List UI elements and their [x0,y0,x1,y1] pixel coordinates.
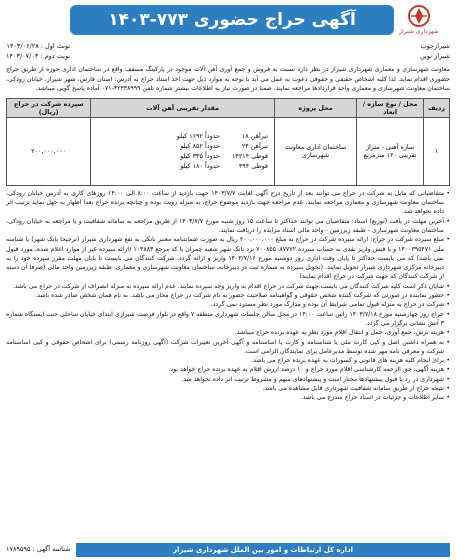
quantity-value: حدوداً ۱۸۰ کیلو [180,162,220,171]
quantity-name: قوطی ۴۹۴ [238,162,268,171]
notice-title: آگهی حراج حضوری ۷۷۳-۱۴۰۳ [70,5,394,35]
row-number: ۱ [424,117,450,185]
quantity-value: حدوداً ۸۵۲ کیلو [180,142,220,151]
conditions-list [6,189,450,403]
header-deposit: سپرده شرکت در حراج (ریال) [7,98,91,117]
condition-item: • هزینه آگهی، حق الزحمه کارشناسی اقلام مورد حراج و ۱۰ درصد ارزش اقلام به عهده برنده حراج خواهد بود. [6,365,450,374]
row-quantities [91,117,275,185]
first-newspaper: شیرازچوب [420,42,450,50]
header-location: محل پروژه [274,98,356,117]
condition-item: • نتیجه حراج از طریق سامانه شفافیت شهرداری قابل مشاهده می باشد. [6,384,450,393]
intro-paragraph: معاونت شهرسازی و معماری شهرداری شیراز در نظر دارد نسبت به فروش و جمع آوری آهن آلات موجود در پارکینگ مسقف واقع در ساختمان اداری حوزه از طریق حراج حضوری اقدام نماید. لذا کلیه اشخاص حقیقی و حقوقی دعوت به عمل می آید با توجه به موارد ذیل جهت اخذ اسناد حراج به آدرس: استان فارس، شهر شیراز، خیابان رودکی، ساختمان معاونت شهرسازی و معماری واحد قراردادها مراجعه نمایند. ضمنا در صورت نیاز به اطلاعات بیشتر شماره تلفن ۳۲۳۳۸۹۹۹-۰۷۱ آماده پاسخ گویی میباشد. [6,66,450,93]
row-deposit: ۲۰۰,۰۰۰,۰۰۰ [7,117,91,185]
second-newspaper: شیراز نوین [420,52,450,60]
header-title: محل / نوع سازه / ابعاد [357,98,424,117]
footer-department: اداره کل ارتباطات و امور بین الملل شهرداری شیراز [76,543,450,557]
second-notice-date: نوبت دوم : ۱۴۰۳/۰۷/۰۳ [6,52,71,60]
quantity-value: حدوداً ۳۳۵ کیلو [180,152,220,161]
quantity-name: قوطی ۱۴۲۱۴ [232,152,268,161]
auction-items-table [6,98,450,186]
logo-text: شهرداری شیراز [399,28,439,35]
notice-id: شناسه آگهی : ۱۷۸۹۵۹۵ [6,545,71,553]
quantity-value: حدوداً ۱۶۹۲ کیلو [176,132,220,141]
logo-icon [403,3,435,29]
notice-dates [6,41,70,61]
condition-item: • شرکت در حراج به منزله قبول تمامی شرایط آن بوده و مدارک مورد نظر مسترد نمی گردد. [6,300,450,309]
condition-item: • سایر اطلاعات و جزئیات در اسناد حراج مندرج می باشد. [6,393,450,402]
table-row [7,117,450,185]
condition-item: • هزینه برش، جمع آوری، حمل و انتقال اقلام مورد نظر به عهده برنده حراج میباشد. [6,328,450,337]
condition-item: • آخرین مهلت در یافت (توزیع) اسناد: متقاضیان می توانند حداکثر تا ساعت ۱۵ روز شنبه مورخ ۱۴۰۳/۷/۷ از طریق مراجعه به سامانه شفافیت و یا مراجعه به خیابان رودکی، ساختمان معاونت شهرسازی - طبقه زیرزمین - واحد مالی اسناد مزایده را دریافت نمایند. [6,217,450,236]
notice-footer [6,543,450,557]
condition-item: • به همراه داشتن اصل و کپی کارت ملی یا شناسنامه و کارت یا اساسنامه و آگهی آخرین تغییرات شرکت (آگهی روزنامه رسمی) برای اشخاص حقوقی و کپی اساسنامه شرکت و معرفی نامه مهر شده توسط مدیرعامل برای نمایندگان الزامی است. [6,338,450,357]
row-title: سازه آهنی - متراژ تقریبی ۱۲۰ مترمربع [357,117,424,185]
condition-item: • شایان ذکر است کلیه شرکت کنندگان می بایست جهت شرکت در حراج اقدام به واریز وجه سپرده نمایند. عدم ارائه سپرده به منزله انصراف از شرکت در حراج می باشد. [6,282,450,291]
condition-item: • حراج روز چهارشنبه مورخ ۱۴۰۳/۷/۱۸ راس ساعت ۱۴:۰۰ در محل سالن جلسات شهرداری منطقه ۷ واقع در بلوار فرصت شیرازی ابتدای خیابان ساحلی جنب ایستگاه شماره ۳ آتش نشانی برگزار می گردد. [6,310,450,329]
header-quantity: مقدار تقریبی آهن آلات [91,98,275,117]
condition-item: • متقاضیانی که مایل به شرکت در حراج می توانند بعد از تاریخ درج آگهی لغایت ۱۴۰۳/۷/۷ جهت بازدید از ساعت ۸:۰۰ الی ۱۴:۰۰ روزهای کاری به آدرس خیابان رودکی، ساختمان معاونت شهرسازی و معماری مراجعه نمایند. عدم مراجعه جهت بازدید موضوع حراج، به منزله رویت بوده و چنانچه برنده حراج بعدا اظهار به جهل نماید ترتیب اثر داده نخواهد شد. [6,189,450,217]
quantity-item [93,151,268,161]
quantity-item [93,161,268,171]
quantity-name: تیرآهن ۱۸ [241,132,268,141]
notice-header [6,3,450,39]
quantity-list [93,131,272,171]
condition-item: • برای انجام کلیه هزینه های قانونی و کسورات به عهده برنده حراج می باشد. [6,356,450,365]
quantity-name: تیرآهن ۲۴ [241,142,268,151]
quantity-item [93,131,268,141]
publication-info [6,41,450,63]
quantity-item [93,141,268,151]
table-header-row [7,98,450,117]
condition-item: • شهرداری در رد یا قبول پیشنهادها مختار است و پیشنهادهای مبهم و مشروط ترتیب اثر داده نخواهد شد. [6,375,450,384]
shiraz-municipality-logo [390,3,448,39]
first-notice-date: نوبت اول : ۱۴۰۳/۰۶/۲۸ [6,42,71,50]
condition-item: • حضور نماینده در صورتی که شرکت کننده شخص حقوقی و گواهینامه صلاحیت حضور به نام شرکت در حراج مجاز می باشد. به نام همان شخص صادر شده باشد. [6,291,450,300]
condition-item: • مبلغ سپرده شرکت در حراج: ارائه سپرده شرکت در حراج به مبلغ ۲۰۰،۰۰۰،۰۰۰ ریال به صورت ضمانتنامه معتبر بانکی به نفع شهرداری شیراز (ترجیحا بانک شهر) یا شناسه ملی ۱۴۰۰۳۹۵۴۷۱ و یا فیش واریز نقدی به حساب سپرده ۷۰۰۸۵۵۰۸۷۷۷۲ نزد بانک شهر شعبه چمران با کد مرجع ۱۰۳۸۸۳ (ارائه سپرده غیر از موارد اعلام شده، مورد قبول نمی باشد) که می بایست حداکثر تا پایان وقت اداری روز دوشنبه مورخ ۱۴۰۳/۷/۱۶ واریز و ارائه گردد. شرکت کنندگان می بایست تا پایان مهلت مقرر سپرده خود را به دبیرخانه مرکزی شهرداری شیراز تحویل نمایند. (تحویل سپرده به شماره ثبت در دبیرخانه، ساختمان معاونت شهرسازی و معماری، طبقه زیرزمین واحد مالی (صرفا آن دسته از شرکت کنندگان که جهت شرکت در حراج اقدام نمایند) [6,235,450,281]
row-location: ساختمان اداری معاونت شهرسازی [274,117,356,185]
header-row-number: ردیف [424,98,450,117]
newspaper-names [420,41,450,61]
